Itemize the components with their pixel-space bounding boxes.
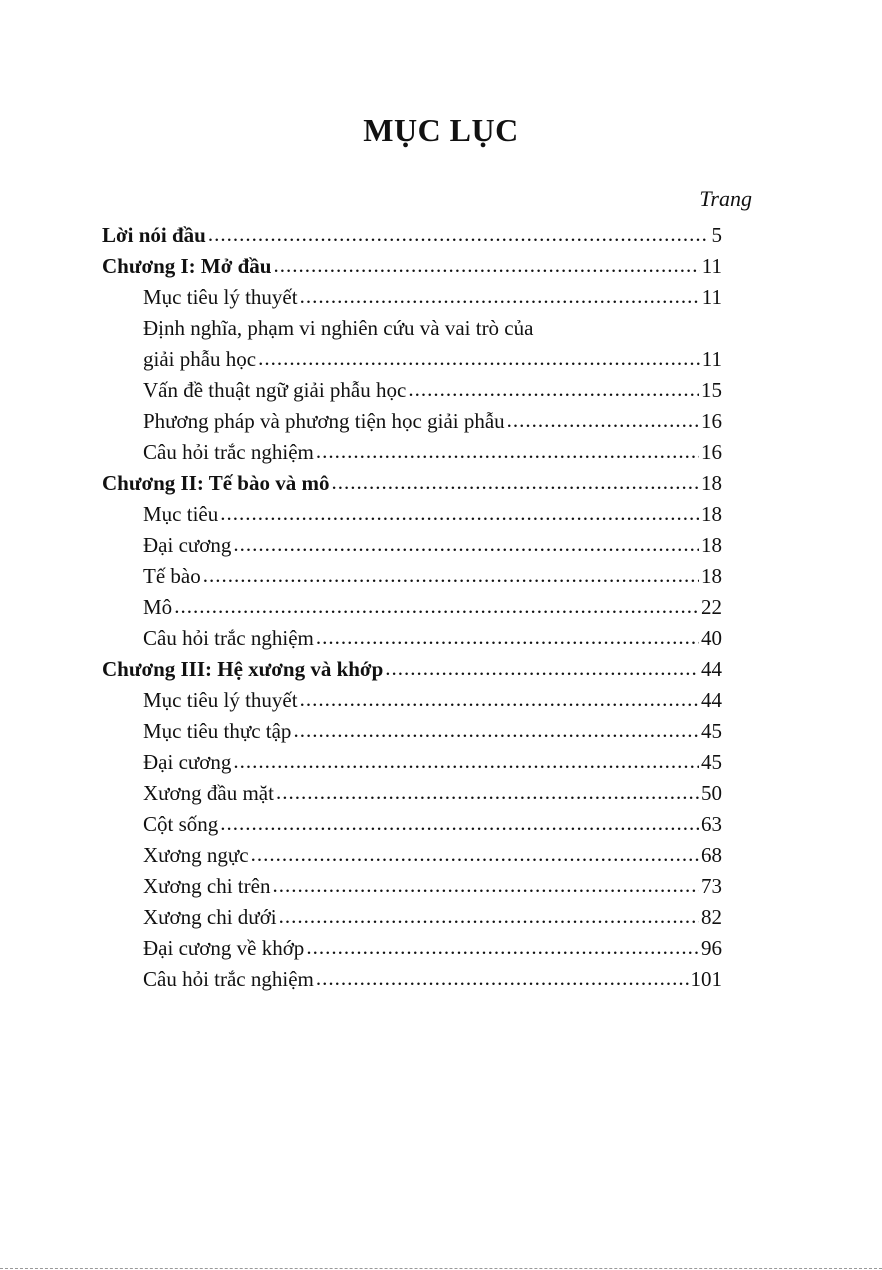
toc-entry (102, 561, 722, 592)
dot-leader (300, 684, 699, 715)
toc-entry-label: Xương chi trên (143, 874, 271, 898)
toc-entry-label: Mục tiêu lý thuyết (143, 688, 298, 712)
toc-entry (102, 902, 722, 933)
dot-leader (300, 281, 700, 312)
toc-entry-page-number: 11 (701, 347, 722, 371)
toc-entry-label: Câu hỏi trắc nghiệm (143, 967, 314, 991)
toc-entry-label: Tế bào (143, 564, 201, 588)
toc-entry-label: Chương I: Mở đầu (102, 254, 272, 278)
toc-entry (102, 530, 722, 561)
dot-leader (233, 529, 699, 560)
dot-leader (258, 343, 700, 374)
toc-entry-page-number: 18 (701, 533, 722, 557)
toc-entry-page-number: 45 (701, 750, 722, 774)
toc-entry-page-number: 73 (701, 874, 722, 898)
toc-entry (102, 778, 722, 809)
dot-leader (385, 653, 699, 684)
dot-leader (316, 963, 689, 994)
toc-entry (102, 375, 722, 406)
toc-entry-label: Đại cương về khớp (143, 936, 305, 960)
toc-entry-page-number: 50 (701, 781, 722, 805)
toc-entry-label: Xương ngực (143, 843, 249, 867)
toc-entry (102, 871, 722, 902)
toc-entry (102, 964, 722, 995)
toc-entry (102, 499, 722, 530)
toc-entry-page-number: 96 (701, 936, 722, 960)
toc-entry-page-number: 16 (701, 409, 722, 433)
toc-entry (102, 685, 722, 716)
dot-leader (276, 777, 699, 808)
toc-entry (102, 344, 722, 375)
toc-entry (102, 933, 722, 964)
toc-entry-label: Đại cương (143, 750, 232, 774)
toc-entry-page-number: 18 (701, 471, 722, 495)
dot-leader (408, 374, 699, 405)
toc-entry-label: Đại cương (143, 533, 232, 557)
toc-entry-label: Chương III: Hệ xương và khớp (102, 657, 384, 681)
dot-leader (272, 870, 699, 901)
dot-leader (293, 715, 699, 746)
toc-chapter-entry (102, 468, 722, 499)
toc-entry-page-number: 18 (701, 564, 722, 588)
page-column-header: Trang (699, 186, 752, 211)
dot-leader (174, 591, 699, 622)
toc-entry (102, 313, 722, 344)
dot-leader (331, 467, 699, 498)
toc-entry-label: Vấn đề thuật ngữ giải phẫu học (143, 378, 407, 402)
toc-entry-label: Câu hỏi trắc nghiệm (143, 626, 314, 650)
toc-entry-page-number: 101 (690, 967, 722, 991)
toc-entry-label: giải phẫu học (143, 347, 257, 371)
toc-entry-page-number: 15 (701, 378, 722, 402)
toc-chapter-entry (102, 654, 722, 685)
dot-leader (233, 746, 699, 777)
dot-leader (203, 560, 699, 591)
toc-entry-label: Xương chi dưới (143, 905, 277, 929)
toc-entry (102, 623, 722, 654)
toc-entry-page-number: 16 (701, 440, 722, 464)
toc-entry-page-number: 11 (701, 285, 722, 309)
toc-entry-label: Mục tiêu lý thuyết (143, 285, 298, 309)
toc-entry-page-number: 22 (701, 595, 722, 619)
toc-chapter-entry (102, 220, 722, 251)
toc-entry-page-number: 63 (701, 812, 722, 836)
toc-entry (102, 840, 722, 871)
toc-entry (102, 406, 722, 437)
toc-entry-page-number: 11 (701, 254, 722, 278)
dot-leader (507, 405, 699, 436)
toc-entry-label: Định nghĩa, phạm vi nghiên cứu và vai trò của (143, 316, 534, 340)
toc-entry (102, 437, 722, 468)
dot-leader (316, 436, 699, 467)
toc-entry-page-number: 18 (701, 502, 722, 526)
toc-chapter-entry (102, 251, 722, 282)
toc-entry-page-number: 44 (701, 688, 722, 712)
toc-entry (102, 282, 722, 313)
toc-entry-label: Xương đầu mặt (143, 781, 274, 805)
toc-entry-page-number: 5 (711, 223, 722, 247)
toc-entry-page-number: 45 (701, 719, 722, 743)
toc-entry (102, 747, 722, 778)
dot-leader (273, 250, 699, 281)
toc-entry (102, 592, 722, 623)
dot-leader (208, 219, 708, 250)
table-of-contents (102, 220, 722, 995)
toc-entry (102, 809, 722, 840)
toc-entry-label: Phương pháp và phương tiện học giải phẫu (143, 409, 505, 433)
toc-entry-label: Mục tiêu (143, 502, 219, 526)
dot-leader (316, 622, 699, 653)
toc-entry-label: Câu hỏi trắc nghiệm (143, 440, 314, 464)
toc-entry-page-number: 68 (701, 843, 722, 867)
page-title: MỤC LỤC (363, 112, 519, 148)
toc-entry-page-number: 44 (701, 657, 722, 681)
toc-entry-label: Chương II: Tế bào và mô (102, 471, 330, 495)
toc-entry-label: Mục tiêu thực tập (143, 719, 292, 743)
dot-leader (279, 901, 699, 932)
toc-entry-label: Mô (143, 595, 173, 619)
dot-leader (220, 498, 699, 529)
scan-edge-divider (0, 1268, 882, 1269)
dot-leader (251, 839, 699, 870)
toc-entry-label: Lời nói đầu (102, 223, 206, 247)
toc-entry-page-number: 40 (701, 626, 722, 650)
toc-entry (102, 716, 722, 747)
toc-entry-page-number: 82 (701, 905, 722, 929)
toc-entry-label: Cột sống (143, 812, 219, 836)
dot-leader (220, 808, 699, 839)
dot-leader (306, 932, 699, 963)
